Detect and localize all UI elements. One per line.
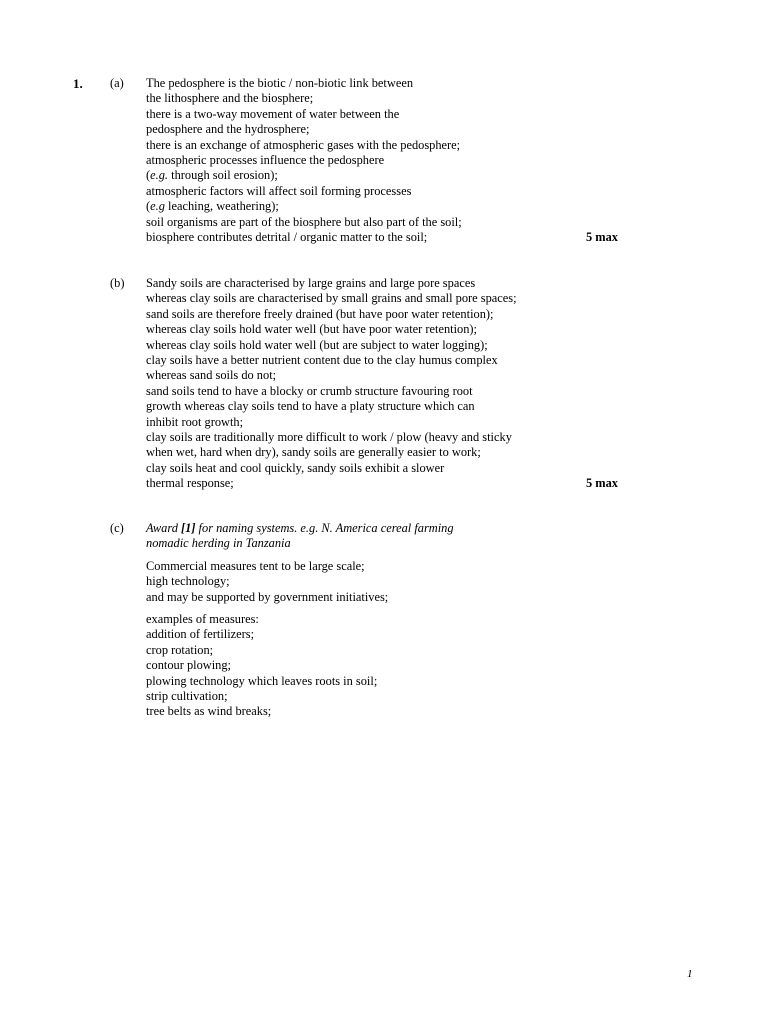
question-number: 1.	[73, 76, 83, 91]
eg-abbrev: e.g	[150, 199, 165, 214]
answer-line: high technology;	[146, 574, 230, 589]
answer-line: clay soils have a better nutrient content due to the clay humus complex	[146, 353, 498, 368]
answer-line: whereas clay soils hold water well (but are subject to water logging);	[146, 337, 488, 352]
part-a-body	[146, 76, 586, 245]
answer-line: thermal response;	[146, 476, 234, 491]
answer-line: sand soils are therefore freely drained (but have poor water retention);	[146, 306, 494, 321]
answer-line: examples of measures:	[146, 612, 259, 627]
answer-line: (e.g. through soil erosion);	[146, 168, 278, 183]
part-b-body	[146, 276, 586, 492]
answer-line: crop rotation;	[146, 642, 214, 657]
answer-line: Commercial measures tent to be large scale;	[146, 558, 365, 573]
award-prefix: Award	[146, 521, 181, 535]
answer-line: there is an exchange of atmospheric gases with the pedosphere;	[146, 137, 461, 152]
answer-line: whereas clay soils are characterised by small grains and small pore spaces;	[146, 291, 517, 306]
answer-line: biosphere contributes detrital / organic matter to the soil;	[146, 230, 428, 245]
answer-line: there is a two-way movement of water between the	[146, 106, 400, 121]
answer-line: inhibit root growth;	[146, 414, 244, 429]
eg-text: through soil erosion);	[168, 168, 278, 183]
answer-line: whereas sand soils do not;	[146, 368, 277, 383]
answer-line: sand soils tend to have a blocky or crumb structure favouring root	[146, 383, 473, 398]
answer-line: plowing technology which leaves roots in soil;	[146, 673, 378, 688]
page-number: 1	[687, 968, 693, 980]
award-note-line-2: nomadic herding in Tanzania	[146, 536, 291, 551]
part-b-label: (b)	[110, 276, 125, 290]
part-a-marks: 5 max	[586, 230, 619, 244]
answer-line: addition of fertilizers;	[146, 627, 255, 642]
answer-line: and may be supported by government initiatives;	[146, 589, 389, 604]
award-mark: [1]	[181, 521, 196, 535]
answer-line: soil organisms are part of the biosphere but also part of the soil;	[146, 214, 462, 229]
part-a-label: (a)	[110, 76, 124, 90]
answer-line: atmospheric processes influence the pedosphere	[146, 153, 385, 168]
award-note	[146, 521, 586, 536]
part-b-marks: 5 max	[586, 476, 619, 490]
answer-line: pedosphere and the hydrosphere;	[146, 122, 310, 137]
answer-line: growth whereas clay soils tend to have a platy structure which can	[146, 399, 475, 414]
answer-line: clay soils heat and cool quickly, sandy soils exhibit a slower	[146, 460, 445, 475]
answer-line: (e.g leaching, weathering);	[146, 199, 279, 214]
answer-line: the lithosphere and the biosphere;	[146, 91, 314, 106]
eg-abbrev: e.g.	[150, 168, 169, 183]
part-c-body	[146, 521, 586, 720]
answer-line: Sandy soils are characterised by large grains and large pore spaces	[146, 276, 476, 290]
part-c-label: (c)	[110, 521, 124, 535]
answer-line: atmospheric factors will affect soil forming processes	[146, 183, 412, 198]
answer-line: strip cultivation;	[146, 689, 228, 704]
eg-text: leaching, weathering);	[164, 199, 279, 214]
answer-line: contour plowing;	[146, 658, 232, 673]
answer-line: whereas clay soils hold water well (but have poor water retention);	[146, 322, 477, 337]
answer-line: clay soils are traditionally more difficult to work / plow (heavy and sticky	[146, 430, 512, 445]
answer-line: when wet, hard when dry), sandy soils are generally easier to work;	[146, 445, 481, 460]
answer-line: The pedosphere is the biotic / non-biotic link between	[146, 76, 414, 90]
answer-line: tree belts as wind breaks;	[146, 704, 272, 719]
award-rest: for naming systems. e.g. N. America cereal farming	[195, 521, 454, 535]
